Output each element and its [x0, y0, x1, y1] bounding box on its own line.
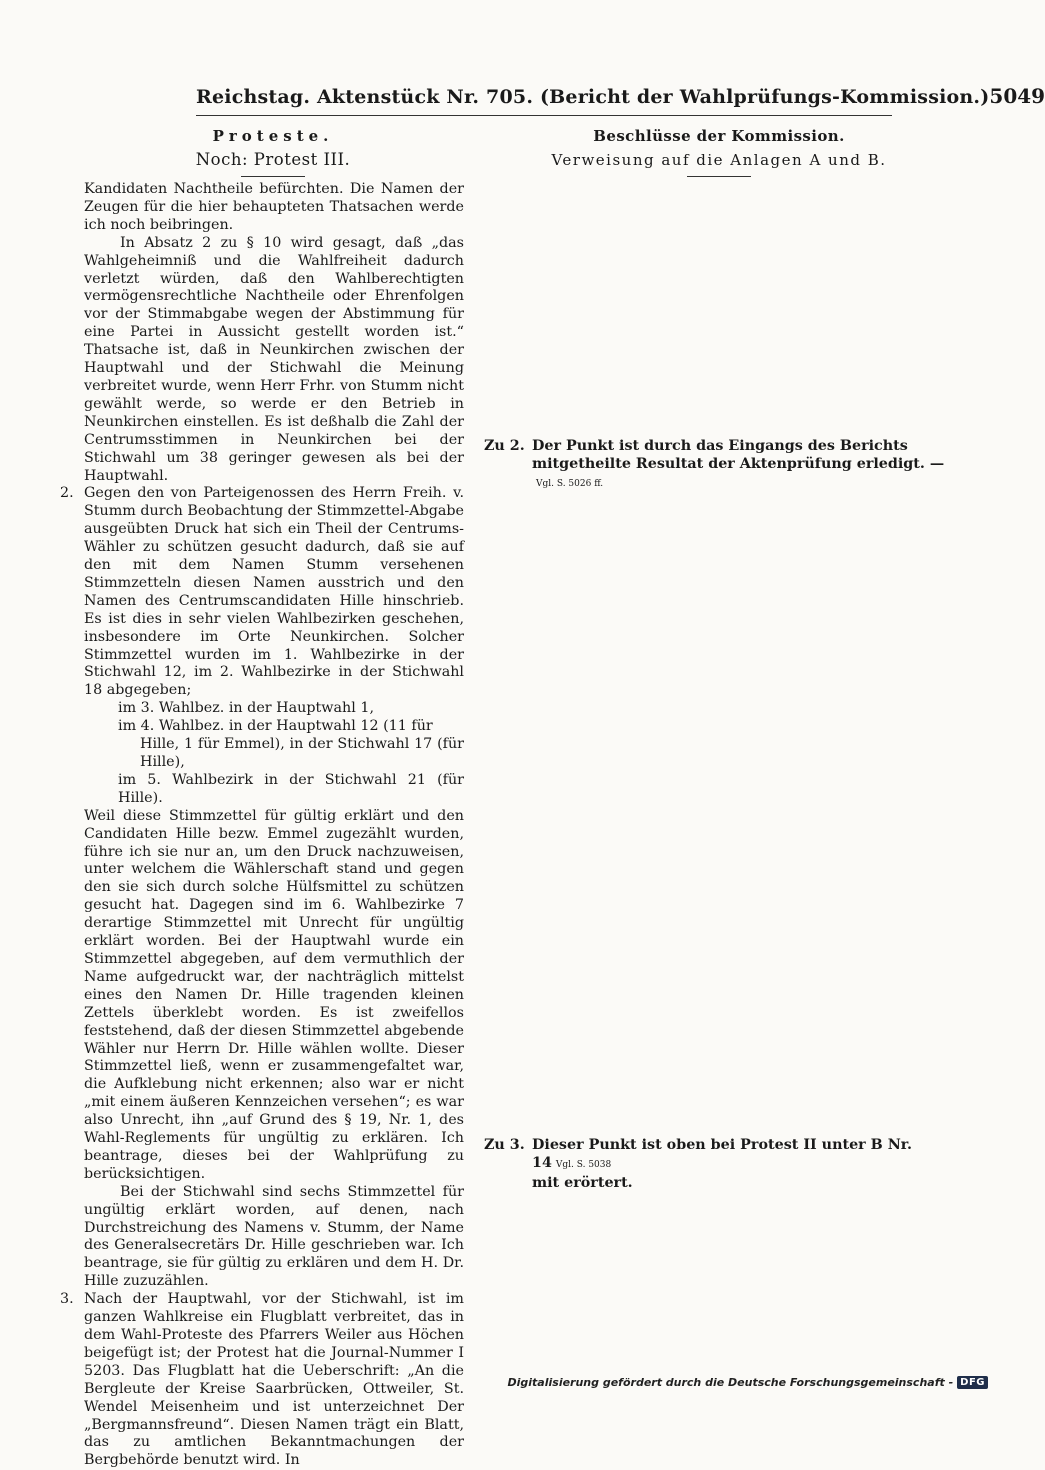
running-title: Reichstag. Aktenstück Nr. 705. (Bericht der Wahlprüfungs-Kommission.) [196, 86, 990, 108]
resolutions-heading [484, 124, 954, 177]
dfg-logo-icon: DFG [957, 1376, 988, 1389]
credit-text: Digitalisierung gefördert durch die Deutsche Forschungsgemeinschaft - [507, 1376, 954, 1389]
paragraph: In Absatz 2 zu § 10 wird gesagt, daß „das Wahlgeheimniß und die Wahlfreiheit dadurch verletzt würden, daß den Wahlberechtigten vermögensrechtliche Nachtheile oder Ehrenfolgen vor der Stimmabgabe wegen der Abstimmung für eine Partei in Aussicht gestellt worden ist.“ Thatsache ist, daß in Neunkirchen zwischen der Hauptwahl und der Stichwahl die Meinung verbreitet wurde, wenn Herr Frhr. von Stumm nicht gewählt werde, so werde er den Betrieb in Neunkirchen einstellen. Es ist deßhalb die Zahl der Centrumsstimmen in Neunkirchen bei der Stichwahl um 38 geringer gewesen als bei der Hauptwahl. [84, 234, 464, 484]
list-item: im 4. Wahlbez. in der Hauptwahl 12 (11 für [118, 718, 433, 735]
page-header [196, 84, 1045, 114]
resolution-body: Dieser Punkt ist oben bei Protest II unter B Nr. 14 [532, 1137, 912, 1171]
digitization-credit [508, 1376, 989, 1389]
resolution-body-continued: mit erörtert. [532, 1174, 633, 1191]
resolution-label: Zu 2. [484, 438, 525, 454]
header-rule [196, 115, 892, 116]
resolution-3 [484, 1137, 954, 1193]
paragraph: Kandidaten Nachtheile befürchten. Die Namen der Zeugen für die hier behaupteten Thatsachen werde ich noch beibringen. [84, 181, 464, 233]
list-item: im 5. Wahlbezirk in der Stichwahl 21 (für Hille). [118, 771, 464, 806]
protest-item-3 [60, 1291, 464, 1470]
paragraph: Nach der Hauptwahl, vor der Stichwahl, ist im ganzen Wahlkreise ein Flugblatt verbreitet, das in dem Wahl-Proteste des Pfarrers Weiler aus Höchen beigefügt ist; der Protest hat die Journal-Nummer I 5203. Das Flugblatt hat die Ueberschrift: „An die Bergleute der Kreise Saarbrücken, Ottweiler, St. Wendel Meisenheim und ist unterzeichnet Der „Bergmannsfreund“. Diesen Namen trägt ein Blatt, das zu amtlichen Bekanntmachungen der Bergbehörde benutzt wird. In [84, 1291, 464, 1469]
heading-divider [687, 176, 751, 177]
resolutions-title: Beschlüsse der Kommission. [593, 127, 845, 145]
resolution-body: Der Punkt ist durch das Eingangs des Berichts mitgetheilte Resultat der Aktenprüfung erledigt. — [532, 438, 945, 472]
paragraph: Bei der Stichwahl sind sechs Stimmzettel für ungültig erklärt worden, auf denen, nach Durchstreichung des Namens v. Stumm, der Name des Generalsecretärs Dr. Hille geschrieben war. Ich beantrage, sie für gültig zu erklären und dem H. Dr. Hille zuzuzählen. [84, 1183, 464, 1290]
protests-heading [82, 124, 464, 177]
page-reference: Vgl. S. 5026 ff. [536, 478, 604, 489]
item-number: 2. [60, 485, 74, 502]
page-number: 5049 [989, 84, 1045, 108]
protests-column [60, 124, 464, 1470]
item-number: 3. [60, 1291, 74, 1308]
resolution-text [484, 438, 954, 494]
protest-subtitle: Noch: Protest III. [195, 150, 351, 169]
resolutions-column [484, 124, 954, 1191]
resolution-text [484, 1137, 954, 1193]
protest-item-2 [60, 485, 464, 700]
paragraph: Weil diese Stimmzettel für gültig erklärt und den Candidaten Hille bezw. Emmel zugezählt wurden, führe ich sie nur an, um den Druck nachzuweisen, unter welchem die Wählerschaft stand und gegen den sie sich durch solche Hülfsmittel zu schützen gesucht hat. Dagegen sind im 6. Wahlbezirke 7 derartige Stimmzettel mit Unrecht für ungültig erklärt worden. Bei der Hauptwahl wurde ein Stimmzettel abgegeben, auf dem vermuthlich der Name aufgedruckt war, der nachträglich mittelst eines den Namen Dr. Hille tragenden kleinen Zettels überklebt worden. Es ist zweifellos feststehend, daß der diesen Stimmzettel abgebende Wähler nur Herrn Dr. Hille wählen wollte. Dieser Stimmzettel ließ, wenn er zusammengefaltet war, die Aufklebung nicht erkennen; also war er nicht „mit einem äußeren Kennzeichen versehen“; es war also Unrecht, ihn „auf Grund des § 19, Nr. 1, des Wahl-Reglements für ungültig zu erklären. Ich beantrage, dieses bei der Wahlprüfung zu berücksichtigen. [84, 807, 464, 1182]
resolution-label: Zu 3. [484, 1137, 525, 1153]
list-item: Hille, 1 für Emmel), in der Stichwahl 17 (für Hille), [140, 736, 464, 770]
protests-title: Proteste. [212, 127, 334, 145]
list-item: im 3. Wahlbez. in der Hauptwahl 1, [118, 700, 374, 717]
page-reference: Vgl. S. 5038 [555, 1159, 612, 1170]
paragraph: Gegen den von Parteigenossen des Herrn Freih. v. Stumm durch Beobachtung der Stimmzettel-Abgabe ausgeübten Druck hat sich ein Theil der Centrums-Wähler zu schützen gesucht dadurch, daß sie auf den mit dem Namen Stumm versehenen Stimmzetteln diesen Namen ausstrich und den Namen des Centrumscandidaten Hille hinschrieb. Es ist dies in sehr vielen Wahlbezirken geschehen, insbesondere im Orte Neunkirchen. Solcher Stimmzettel wurden im 1. Wahlbezirke in der Stichwahl 12, im 2. Wahlbezirke in der Stichwahl 18 abgegeben; [84, 485, 465, 699]
annex-reference: Verweisung auf die Anlagen A und B. [551, 151, 887, 169]
heading-divider [241, 176, 305, 177]
resolution-2 [484, 438, 954, 494]
